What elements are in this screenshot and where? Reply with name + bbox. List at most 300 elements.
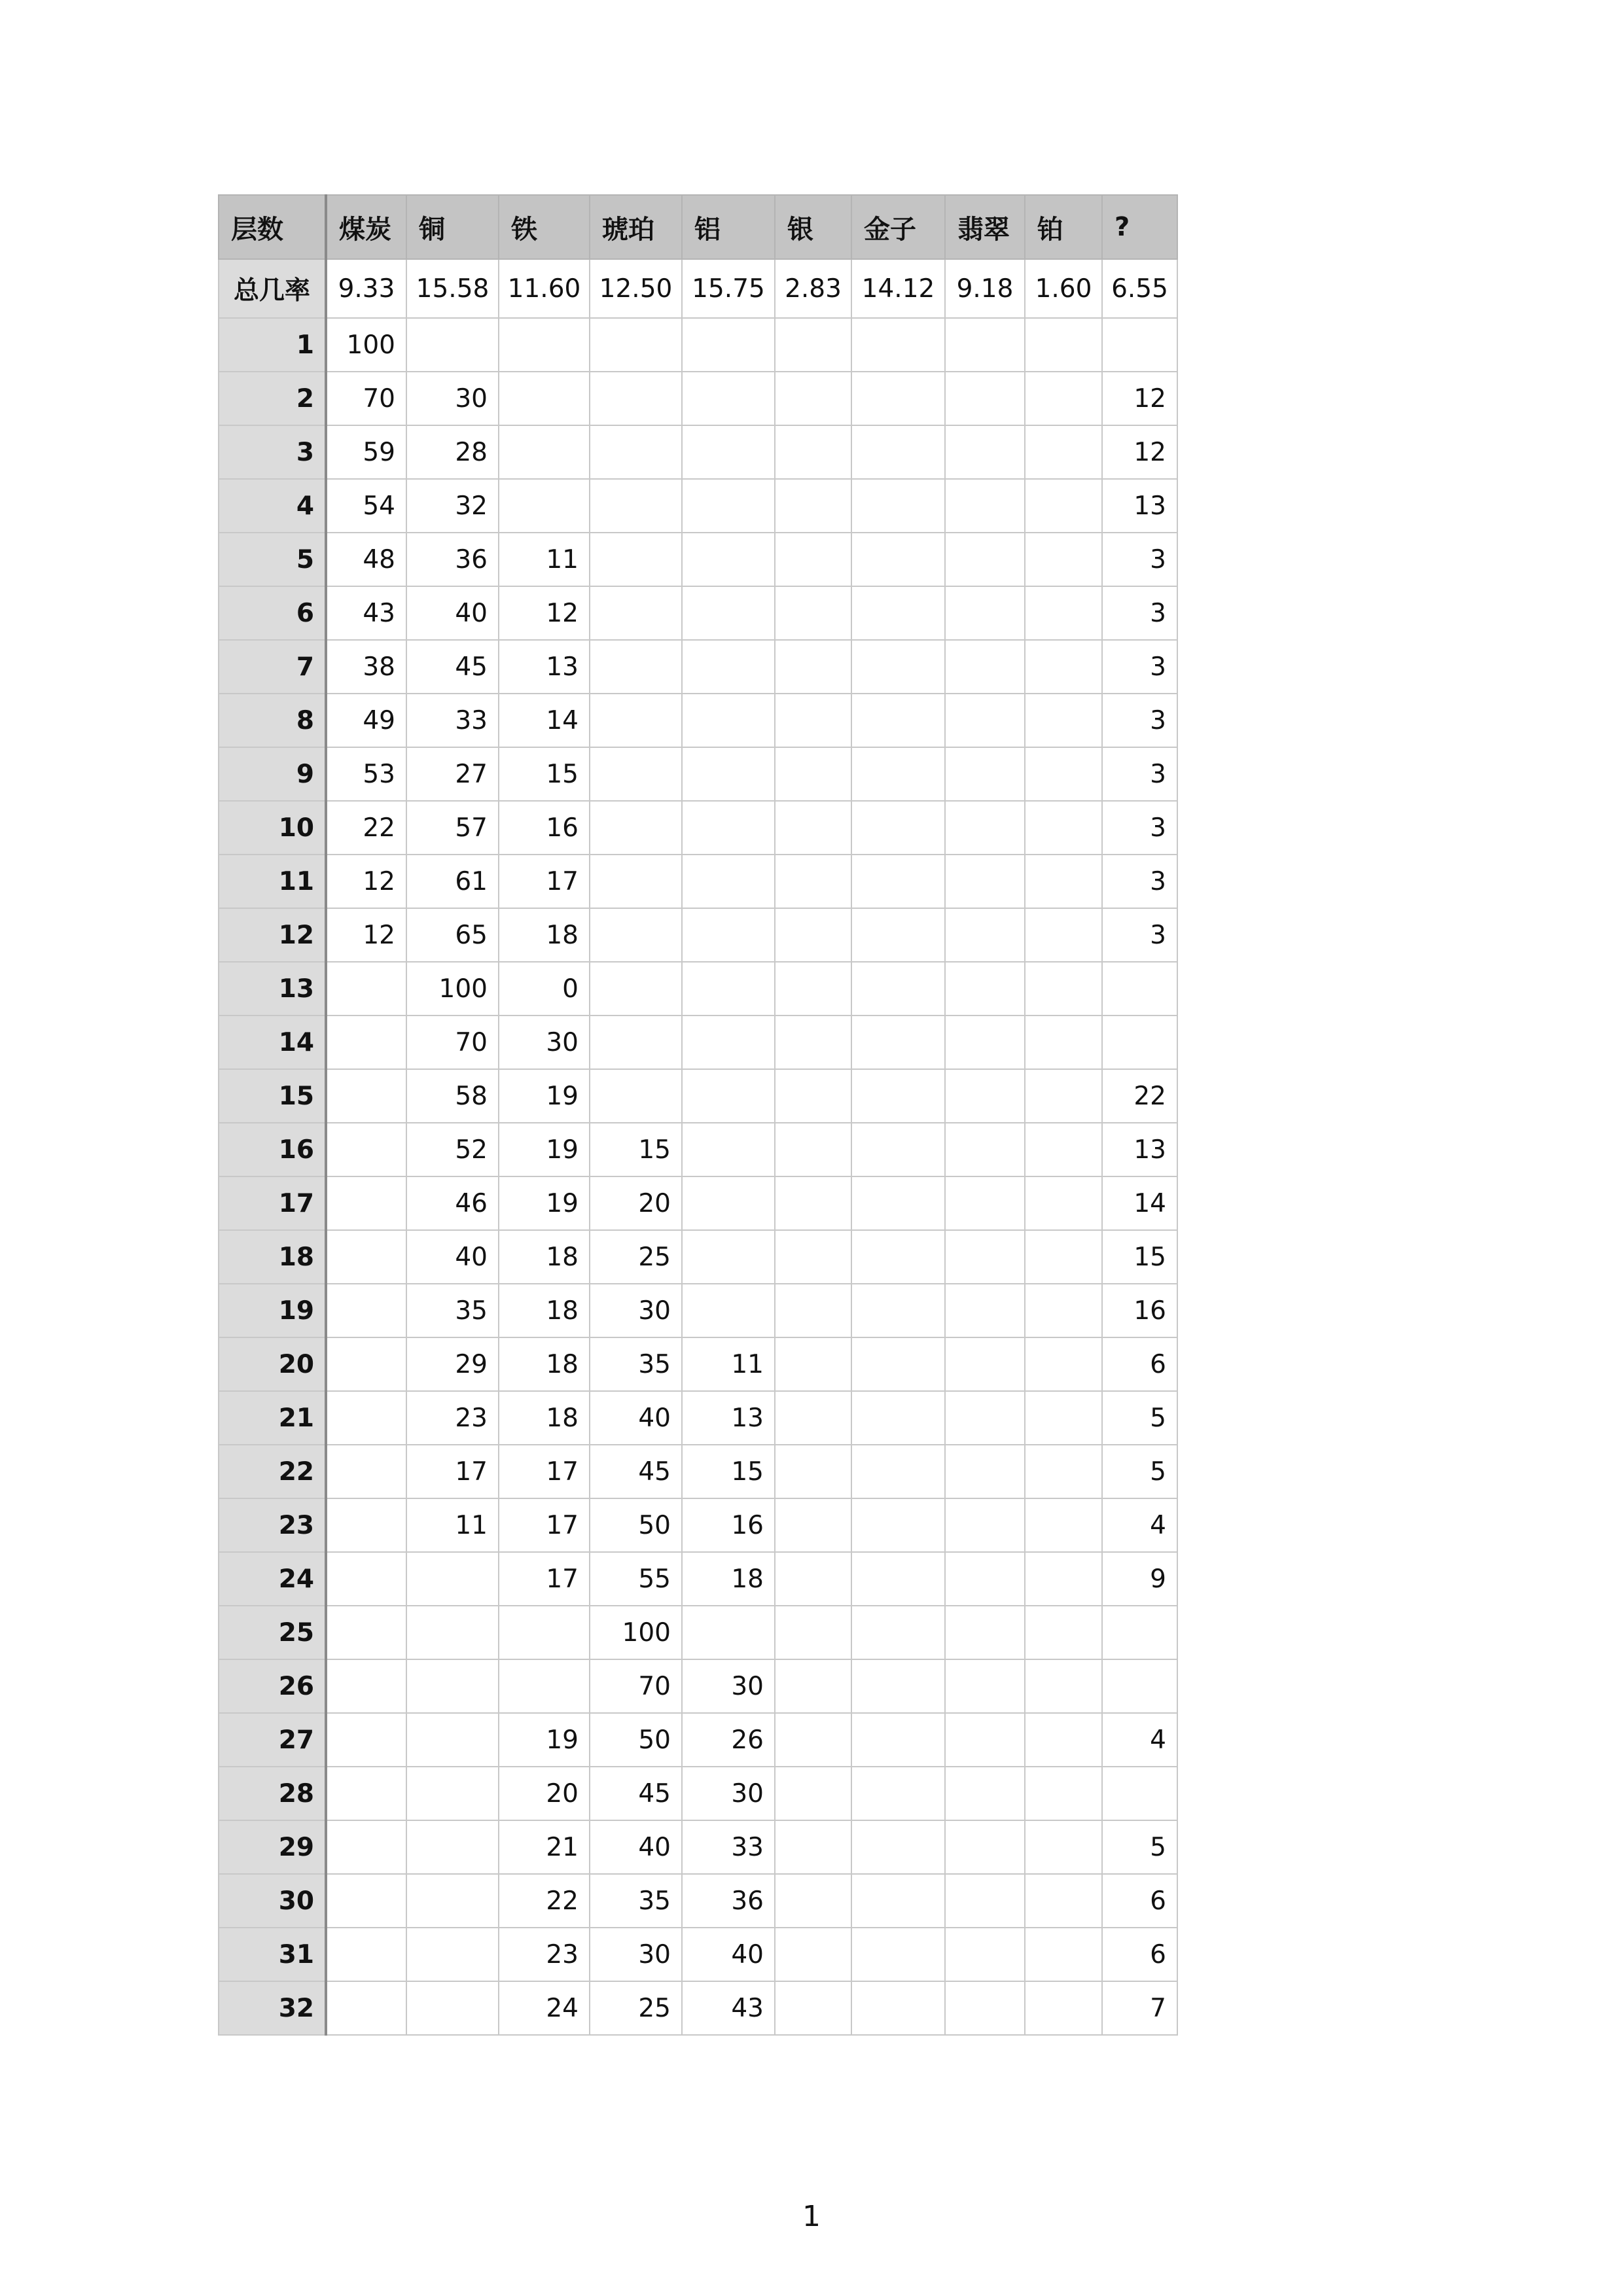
table-cell	[775, 1337, 851, 1391]
table-cell	[1102, 1016, 1177, 1069]
table-cell: 30	[590, 1928, 682, 1981]
table-cell: 13	[499, 640, 590, 694]
table-cell	[945, 1767, 1025, 1820]
table-cell	[775, 425, 851, 479]
table-cell: 3	[1102, 801, 1177, 855]
table-cell	[945, 479, 1025, 533]
table-cell: 40	[590, 1391, 682, 1445]
table-cell	[1025, 318, 1102, 372]
table-cell	[945, 1874, 1025, 1928]
table-cell	[326, 1284, 406, 1337]
table-cell: 16	[499, 801, 590, 855]
table-cell: 43	[682, 1981, 775, 2035]
table-cell	[1025, 1284, 1102, 1337]
table-cell	[590, 318, 682, 372]
layer-label-cell: 18	[219, 1230, 326, 1284]
table-cell	[1102, 1767, 1177, 1820]
table-row	[219, 1230, 1177, 1284]
table-cell	[945, 318, 1025, 372]
table-cell: 19	[499, 1176, 590, 1230]
layer-label-cell: 23	[219, 1498, 326, 1552]
table-cell	[682, 1284, 775, 1337]
table-cell	[851, 962, 945, 1016]
table-cell	[682, 1016, 775, 1069]
table-cell	[682, 586, 775, 640]
table-cell: 11	[406, 1498, 499, 1552]
layer-label-cell: 20	[219, 1337, 326, 1391]
table-row	[219, 1337, 1177, 1391]
table-cell: 5	[1102, 1820, 1177, 1874]
total-cell: 14.12	[851, 259, 945, 318]
total-cell: 15.58	[406, 259, 499, 318]
table-cell	[682, 1069, 775, 1123]
table-cell	[326, 962, 406, 1016]
total-cell: 12.50	[590, 259, 682, 318]
table-cell	[1102, 962, 1177, 1016]
total-cell: 9.33	[326, 259, 406, 318]
table-cell: 48	[326, 533, 406, 586]
table-cell	[590, 533, 682, 586]
table-cell	[945, 1445, 1025, 1498]
table-cell	[590, 1016, 682, 1069]
table-cell: 45	[590, 1767, 682, 1820]
table-cell	[945, 1552, 1025, 1606]
table-cell	[326, 1659, 406, 1713]
column-header: 铝	[682, 195, 775, 259]
table-cell: 70	[590, 1659, 682, 1713]
table-cell	[590, 801, 682, 855]
table-cell	[775, 1713, 851, 1767]
table-cell	[1025, 1230, 1102, 1284]
table-cell	[775, 372, 851, 425]
table-cell	[851, 533, 945, 586]
table-cell: 13	[1102, 479, 1177, 533]
layer-label-cell: 25	[219, 1606, 326, 1659]
layer-label-cell: 11	[219, 855, 326, 908]
table-cell: 35	[590, 1874, 682, 1928]
table-cell	[590, 640, 682, 694]
table-cell	[326, 1981, 406, 2035]
table-row	[219, 479, 1177, 533]
layer-label-cell: 4	[219, 479, 326, 533]
table-cell	[1025, 586, 1102, 640]
table-cell	[326, 1713, 406, 1767]
table-cell: 18	[499, 1391, 590, 1445]
table-cell: 16	[682, 1498, 775, 1552]
table-cell: 18	[499, 1337, 590, 1391]
table-cell: 46	[406, 1176, 499, 1230]
table-cell	[775, 1767, 851, 1820]
column-header: 琥珀	[590, 195, 682, 259]
table-cell: 9	[1102, 1552, 1177, 1606]
table-row	[219, 962, 1177, 1016]
column-header: 铜	[406, 195, 499, 259]
table-cell: 6	[1102, 1874, 1177, 1928]
table-cell: 16	[1102, 1284, 1177, 1337]
table-row	[219, 533, 1177, 586]
table-cell	[775, 1552, 851, 1606]
table-cell: 3	[1102, 694, 1177, 747]
table-cell	[590, 1069, 682, 1123]
table-cell	[1025, 1445, 1102, 1498]
table-cell	[851, 1176, 945, 1230]
table-cell: 7	[1102, 1981, 1177, 2035]
table-cell	[326, 1123, 406, 1176]
layer-label-cell: 10	[219, 801, 326, 855]
table-row	[219, 1498, 1177, 1552]
table-cell: 26	[682, 1713, 775, 1767]
layer-label-cell: 28	[219, 1767, 326, 1820]
table-cell	[775, 318, 851, 372]
table-cell	[945, 533, 1025, 586]
layer-label-cell: 16	[219, 1123, 326, 1176]
table-cell	[775, 1176, 851, 1230]
table-cell: 3	[1102, 533, 1177, 586]
table-cell: 15	[590, 1123, 682, 1176]
table-cell: 5	[1102, 1391, 1177, 1445]
table-cell	[851, 1337, 945, 1391]
table-cell	[851, 640, 945, 694]
table-cell	[1025, 1123, 1102, 1176]
table-cell: 12	[1102, 425, 1177, 479]
table-cell	[851, 801, 945, 855]
table-cell	[682, 1606, 775, 1659]
total-cell: 1.60	[1025, 259, 1102, 318]
table-cell: 57	[406, 801, 499, 855]
table-row	[219, 1391, 1177, 1445]
table-row	[219, 425, 1177, 479]
header-row	[219, 195, 1177, 259]
table-cell: 36	[682, 1874, 775, 1928]
column-header: 铁	[499, 195, 590, 259]
table-row	[219, 1713, 1177, 1767]
layer-label-cell: 15	[219, 1069, 326, 1123]
table-cell	[682, 640, 775, 694]
table-cell: 18	[499, 1230, 590, 1284]
table-row	[219, 1176, 1177, 1230]
table-cell	[326, 1820, 406, 1874]
table-cell	[1025, 1928, 1102, 1981]
table-cell: 19	[499, 1713, 590, 1767]
column-header: 金子	[851, 195, 945, 259]
column-header: ?	[1102, 195, 1177, 259]
table-cell	[1025, 1016, 1102, 1069]
table-cell: 3	[1102, 586, 1177, 640]
table-cell: 100	[326, 318, 406, 372]
table-cell	[945, 855, 1025, 908]
table-cell: 100	[406, 962, 499, 1016]
table-cell	[775, 1498, 851, 1552]
table-cell: 4	[1102, 1713, 1177, 1767]
table-cell	[775, 1820, 851, 1874]
table-cell	[775, 1659, 851, 1713]
table-cell	[499, 479, 590, 533]
layer-label-cell: 5	[219, 533, 326, 586]
table-cell: 19	[499, 1069, 590, 1123]
table-cell	[326, 1230, 406, 1284]
table-row	[219, 1016, 1177, 1069]
table-cell	[945, 1498, 1025, 1552]
table-cell	[775, 1284, 851, 1337]
table-cell	[682, 318, 775, 372]
table-cell: 25	[590, 1230, 682, 1284]
table-cell	[775, 1874, 851, 1928]
table-cell	[326, 1337, 406, 1391]
table-cell: 65	[406, 908, 499, 962]
table-cell: 17	[499, 1445, 590, 1498]
table-cell: 4	[1102, 1498, 1177, 1552]
table-cell	[851, 694, 945, 747]
table-cell	[326, 1016, 406, 1069]
table-cell	[775, 1981, 851, 2035]
table-cell: 19	[499, 1123, 590, 1176]
table-cell: 5	[1102, 1445, 1177, 1498]
table-cell: 58	[406, 1069, 499, 1123]
table-cell: 22	[326, 801, 406, 855]
table-cell: 29	[406, 1337, 499, 1391]
table-cell	[945, 908, 1025, 962]
table-cell	[775, 962, 851, 1016]
table-cell: 13	[1102, 1123, 1177, 1176]
table-cell	[851, 1284, 945, 1337]
table-cell: 40	[406, 1230, 499, 1284]
table-cell: 11	[682, 1337, 775, 1391]
layer-label-cell: 13	[219, 962, 326, 1016]
table-row	[219, 747, 1177, 801]
table-cell: 20	[590, 1176, 682, 1230]
table-cell: 43	[326, 586, 406, 640]
table-cell	[945, 747, 1025, 801]
table-cell	[1025, 1337, 1102, 1391]
table-cell	[406, 1767, 499, 1820]
table-cell	[945, 1069, 1025, 1123]
table-cell	[1025, 1767, 1102, 1820]
layer-label-cell: 6	[219, 586, 326, 640]
table-cell	[945, 1337, 1025, 1391]
table-cell	[775, 1391, 851, 1445]
column-header: 煤炭	[326, 195, 406, 259]
table-row	[219, 640, 1177, 694]
table-cell: 49	[326, 694, 406, 747]
table-cell: 52	[406, 1123, 499, 1176]
table-cell	[851, 1445, 945, 1498]
table-cell: 14	[499, 694, 590, 747]
total-cell: 6.55	[1102, 259, 1177, 318]
table-cell: 70	[406, 1016, 499, 1069]
table-cell: 12	[1102, 372, 1177, 425]
table-cell	[775, 855, 851, 908]
table-cell	[326, 1552, 406, 1606]
table-cell	[406, 1981, 499, 2035]
table-cell	[851, 1928, 945, 1981]
table-cell	[590, 586, 682, 640]
table-cell: 50	[590, 1498, 682, 1552]
table-cell	[1025, 1606, 1102, 1659]
table-cell	[851, 908, 945, 962]
layer-label-cell: 24	[219, 1552, 326, 1606]
table-cell: 100	[590, 1606, 682, 1659]
table-cell: 12	[326, 908, 406, 962]
table-cell: 18	[499, 908, 590, 962]
table-cell	[326, 1606, 406, 1659]
table-cell	[775, 586, 851, 640]
table-cell	[1025, 1069, 1102, 1123]
table-cell: 35	[406, 1284, 499, 1337]
table-cell	[406, 318, 499, 372]
table-cell: 14	[1102, 1176, 1177, 1230]
table-cell: 6	[1102, 1337, 1177, 1391]
table-cell	[590, 962, 682, 1016]
table-cell: 40	[590, 1820, 682, 1874]
table-cell	[326, 1928, 406, 1981]
table-cell	[682, 1123, 775, 1176]
table-cell: 12	[499, 586, 590, 640]
table-cell	[499, 1659, 590, 1713]
table-cell	[326, 1767, 406, 1820]
table-cell	[682, 962, 775, 1016]
layer-label-cell: 2	[219, 372, 326, 425]
table-cell	[1102, 318, 1177, 372]
table-cell: 35	[590, 1337, 682, 1391]
table-cell: 30	[406, 372, 499, 425]
table-cell: 30	[590, 1284, 682, 1337]
table-cell	[406, 1606, 499, 1659]
table-cell: 21	[499, 1820, 590, 1874]
table-cell	[945, 1659, 1025, 1713]
table-cell	[406, 1928, 499, 1981]
table-cell: 40	[406, 586, 499, 640]
table-cell: 33	[406, 694, 499, 747]
table-cell	[682, 372, 775, 425]
table-cell	[945, 372, 1025, 425]
table-cell	[682, 479, 775, 533]
table-cell	[945, 425, 1025, 479]
total-cell: 2.83	[775, 259, 851, 318]
table-row	[219, 1445, 1177, 1498]
table-cell	[945, 1606, 1025, 1659]
table-cell	[945, 640, 1025, 694]
table-row	[219, 1928, 1177, 1981]
page-number: 1	[802, 2200, 821, 2233]
table-cell	[682, 801, 775, 855]
table-row	[219, 1659, 1177, 1713]
table-cell	[1102, 1659, 1177, 1713]
table-cell	[1025, 1713, 1102, 1767]
table-cell	[590, 855, 682, 908]
table-cell	[1025, 533, 1102, 586]
table-cell	[851, 1606, 945, 1659]
table-cell	[775, 747, 851, 801]
table-row	[219, 1284, 1177, 1337]
table-cell: 15	[1102, 1230, 1177, 1284]
table-cell	[775, 1606, 851, 1659]
table-cell	[1025, 1820, 1102, 1874]
column-header: 银	[775, 195, 851, 259]
table-row	[219, 694, 1177, 747]
table-cell: 55	[590, 1552, 682, 1606]
table-cell	[851, 1767, 945, 1820]
table-cell	[326, 1874, 406, 1928]
table-cell	[406, 1874, 499, 1928]
table-cell	[945, 1230, 1025, 1284]
table-cell	[682, 425, 775, 479]
layer-label-cell: 17	[219, 1176, 326, 1230]
table-row	[219, 318, 1177, 372]
table-cell	[945, 694, 1025, 747]
table-cell: 23	[499, 1928, 590, 1981]
table-cell	[499, 318, 590, 372]
table-cell	[851, 586, 945, 640]
table-cell: 3	[1102, 908, 1177, 962]
table-cell	[851, 1069, 945, 1123]
table-cell	[682, 747, 775, 801]
table-cell	[1025, 1176, 1102, 1230]
table-cell	[499, 1606, 590, 1659]
layer-label-cell: 30	[219, 1874, 326, 1928]
table-cell	[590, 372, 682, 425]
table-cell	[851, 1552, 945, 1606]
table-row	[219, 586, 1177, 640]
table-cell	[1025, 1981, 1102, 2035]
table-cell: 36	[406, 533, 499, 586]
table-cell	[682, 855, 775, 908]
table-row	[219, 801, 1177, 855]
table-cell	[1025, 425, 1102, 479]
table-cell	[590, 908, 682, 962]
table-cell	[945, 1713, 1025, 1767]
table-cell: 70	[326, 372, 406, 425]
table-cell	[775, 694, 851, 747]
table-cell: 22	[1102, 1069, 1177, 1123]
layer-label-cell: 22	[219, 1445, 326, 1498]
table-cell	[775, 1928, 851, 1981]
table-cell: 0	[499, 962, 590, 1016]
table-cell	[775, 1016, 851, 1069]
table-cell: 45	[406, 640, 499, 694]
table-cell	[682, 1230, 775, 1284]
table-cell	[1025, 640, 1102, 694]
table-cell: 53	[326, 747, 406, 801]
table-cell	[775, 1230, 851, 1284]
layer-label-cell: 7	[219, 640, 326, 694]
table-cell: 11	[499, 533, 590, 586]
table-cell	[945, 1176, 1025, 1230]
table-cell	[682, 533, 775, 586]
table-cell	[851, 1123, 945, 1176]
table-cell	[851, 1820, 945, 1874]
table-cell	[326, 1445, 406, 1498]
table-cell: 6	[1102, 1928, 1177, 1981]
layer-label-cell: 27	[219, 1713, 326, 1767]
total-cell: 15.75	[682, 259, 775, 318]
layer-label-cell: 19	[219, 1284, 326, 1337]
table-cell	[1025, 1391, 1102, 1445]
table-cell	[851, 1391, 945, 1445]
layer-label-cell: 21	[219, 1391, 326, 1445]
table-cell	[851, 372, 945, 425]
table-cell: 18	[682, 1552, 775, 1606]
table-cell: 30	[499, 1016, 590, 1069]
table-cell	[775, 533, 851, 586]
table-cell: 17	[499, 1498, 590, 1552]
table-cell: 54	[326, 479, 406, 533]
table-cell	[406, 1552, 499, 1606]
table-cell	[499, 425, 590, 479]
table-cell	[406, 1713, 499, 1767]
layer-label-cell: 1	[219, 318, 326, 372]
table-cell	[945, 1284, 1025, 1337]
table-cell	[851, 318, 945, 372]
